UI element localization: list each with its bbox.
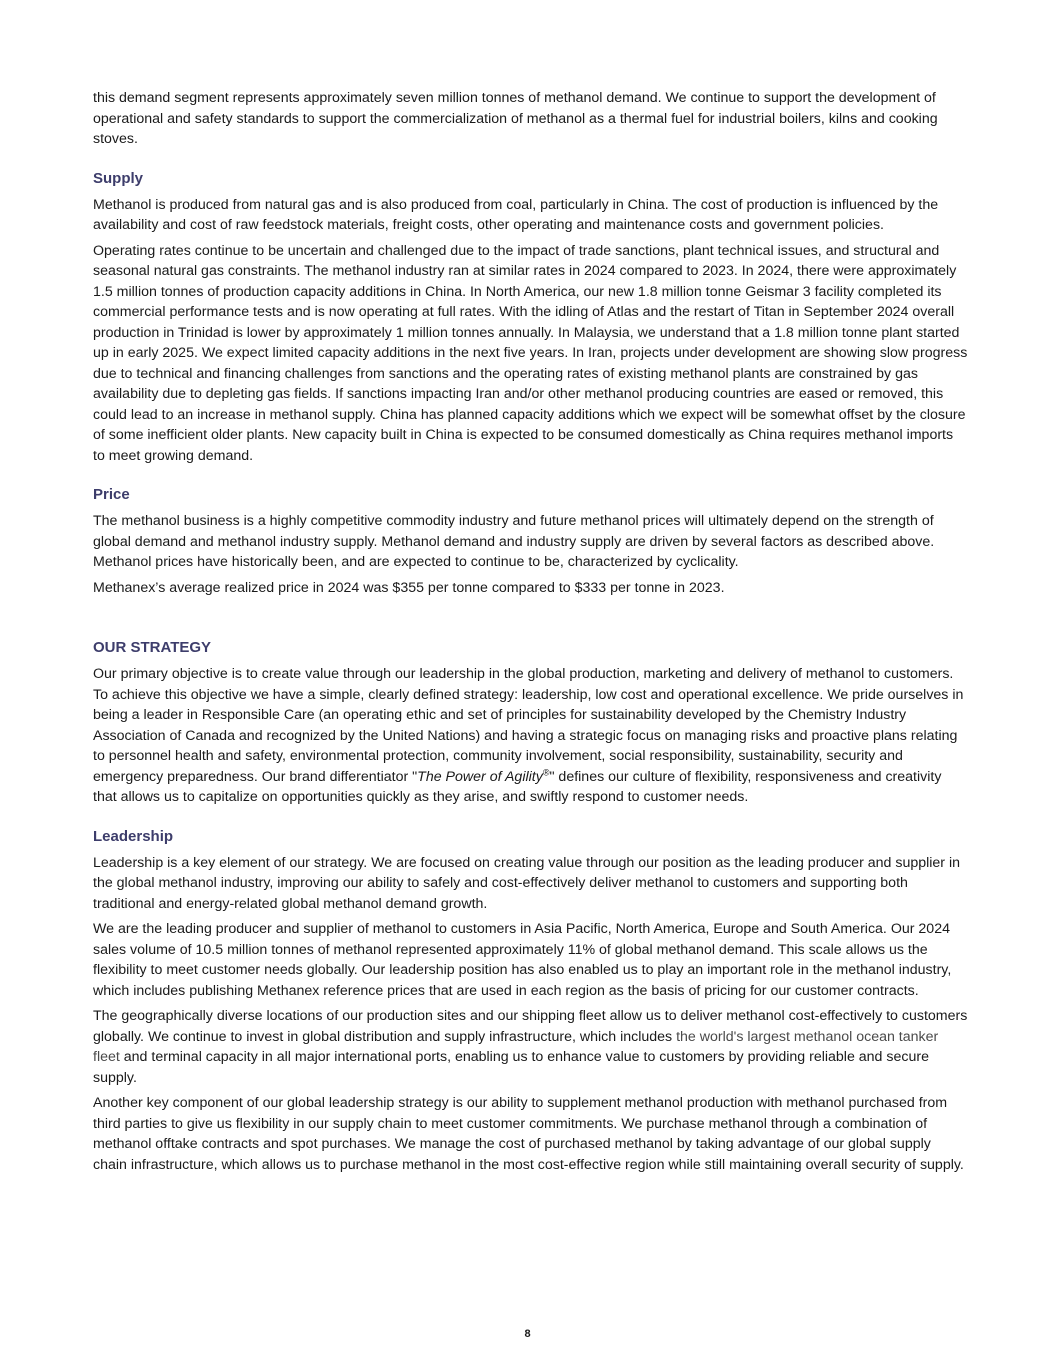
leadership-paragraph-3 (93, 1006, 968, 1088)
strategy-heading: OUR STRATEGY (93, 639, 212, 656)
tanker-fleet-link[interactable]: the world's largest methanol ocean tanker fleet (93, 1028, 939, 1065)
supply-paragraph-1: Methanol is produced from natural gas and is also produced from coal, particularly in China. The cost of production is influenced by the availability and cost of raw feedstock materials, freight costs, other operating and maintenance costs and government policies. (93, 196, 939, 233)
leadership-heading: Leadership (93, 827, 174, 845)
registered-mark: ® (542, 766, 550, 777)
price-paragraph-2: Methanex’s average realized price in 2024 was $355 per tonne compared to $333 per tonne in 2023. (93, 579, 725, 596)
brand-differentiator: The Power of Agility (417, 768, 543, 785)
leadership-p3-before: The geographically diverse locations of our production sites and our shipping fleet allow us to deliver methanol cost-effectively to customers globally. We continue to invest in global distribution and supply infrastructure, which includes (93, 1008, 968, 1045)
price-paragraph-1: The methanol business is a highly competitive commodity industry and future methanol prices will ultimately depend on the strength of global demand and methanol industry supply. Methanol demand and industry supply are driven by several factors as described above. Methanol prices have historically been, and are expected to continue to be, characterized by cyclicality. (93, 513, 935, 570)
strategy-text-before: Our primary objective is to create value through our leadership in the global production, marketing and delivery of methanol to customers. To achieve this objective we have a simple, clearly defined strategy: leadership, low cost and operational excellence. We pride ourselves in being a leader in Responsible Care (an operating ethic and set of principles for sustainability developed by the Chemistry Industry Association of Canada and recognized by the United Nations) and having a strategic focus on managing risks and proactive plans relating to personnel health and safety, environmental protection, community involvement, social responsibility, sustainability, security and emergency preparedness. Our brand differentiator " (93, 666, 964, 785)
price-heading: Price (93, 486, 130, 503)
intro-paragraph: this demand segment represents approximately seven million tonnes of methanol demand. We continue to support the development of operational and safety standards to support the commercialization of methanol as a thermal fuel for industrial boilers, kilns and cooking stoves. (93, 90, 938, 147)
strategy-text-after: " defines our culture of flexibility, responsiveness and creativity that allows us to capitalize on opportunities quickly as they arise, and swiftly respond to customer needs. (93, 768, 942, 805)
document-page (93, 88, 968, 1180)
leadership-paragraph-4: Another key component of our global leadership strategy is our ability to supplement methanol production with methanol purchased from third parties to give us flexibility in our supply chain to meet customer commitments. We purchase methanol through a combination of methanol offtake contracts and spot purchases. We manage the cost of purchased methanol by taking advantage of our global supply chain infrastructure, which allows us to purchase methanol in the most cost-effective region while still maintaining overall security of supply. (93, 1095, 964, 1173)
leadership-paragraph-2: We are the leading producer and supplier of methanol to customers in Asia Pacific, North America, Europe and South America. Our 2024 sales volume of 10.5 million tonnes of methanol represented approximately 11% of global methanol demand. This scale allows us the flexibility to meet customer needs globally. Our leadership position has also enabled us to play an important role in the methanol industry, which includes publishing Methanex reference prices that are used in each region as the basis of pricing for our customer contracts. (93, 921, 952, 999)
leadership-paragraph-1: Leadership is a key element of our strategy. We are focused on creating value through our position as the leading producer and supplier in the global methanol industry, improving our ability to safely and cost-effectively deliver methanol to customers and supporting both traditional and energy-related global methanol demand growth. (93, 854, 961, 912)
strategy-paragraph (93, 664, 968, 808)
leadership-p3-after: and terminal capacity in all major international ports, enabling us to enhance value to customers by providing reliable and secure supply. (93, 1049, 929, 1086)
supply-heading: Supply (93, 169, 144, 187)
page-number: 8 (524, 1328, 531, 1340)
supply-paragraph-2: Operating rates continue to be uncertain and challenged due to the impact of trade sanctions, plant technical issues, and structural and seasonal natural gas constraints. The methanol industry ran at similar rates in 2024 compared to 2023. In 2024, there were approximately 1.5 million tonnes of production capacity additions in China. In North America, our new 1.8 million tonne Geismar 3 facility completed its commercial performance tests and is now operating at full rates. With the idling of Atlas and the restart of Titan in September 2024 overall production in Trinidad is lower by approximately 1 million tonnes annually. In Malaysia, we understand that a 1.8 million tonne plant started up in early 2025. We expect limited capacity additions in the next five years. In Iran, projects under development are showing slow progress due to technical and financing challenges from sanctions and the operating rates of existing methanol plants are constrained by gas availability due to depleting gas fields. If sanctions impacting Iran and/or other methanol producing countries are eased or removed, this could lead to an increase in methanol supply. China has planned capacity additions which we expect will be somewhat offset by the closure of some inefficient older plants. New capacity built in China is expected to be consumed domestically as China requires methanol imports to meet growing demand. (93, 242, 968, 464)
